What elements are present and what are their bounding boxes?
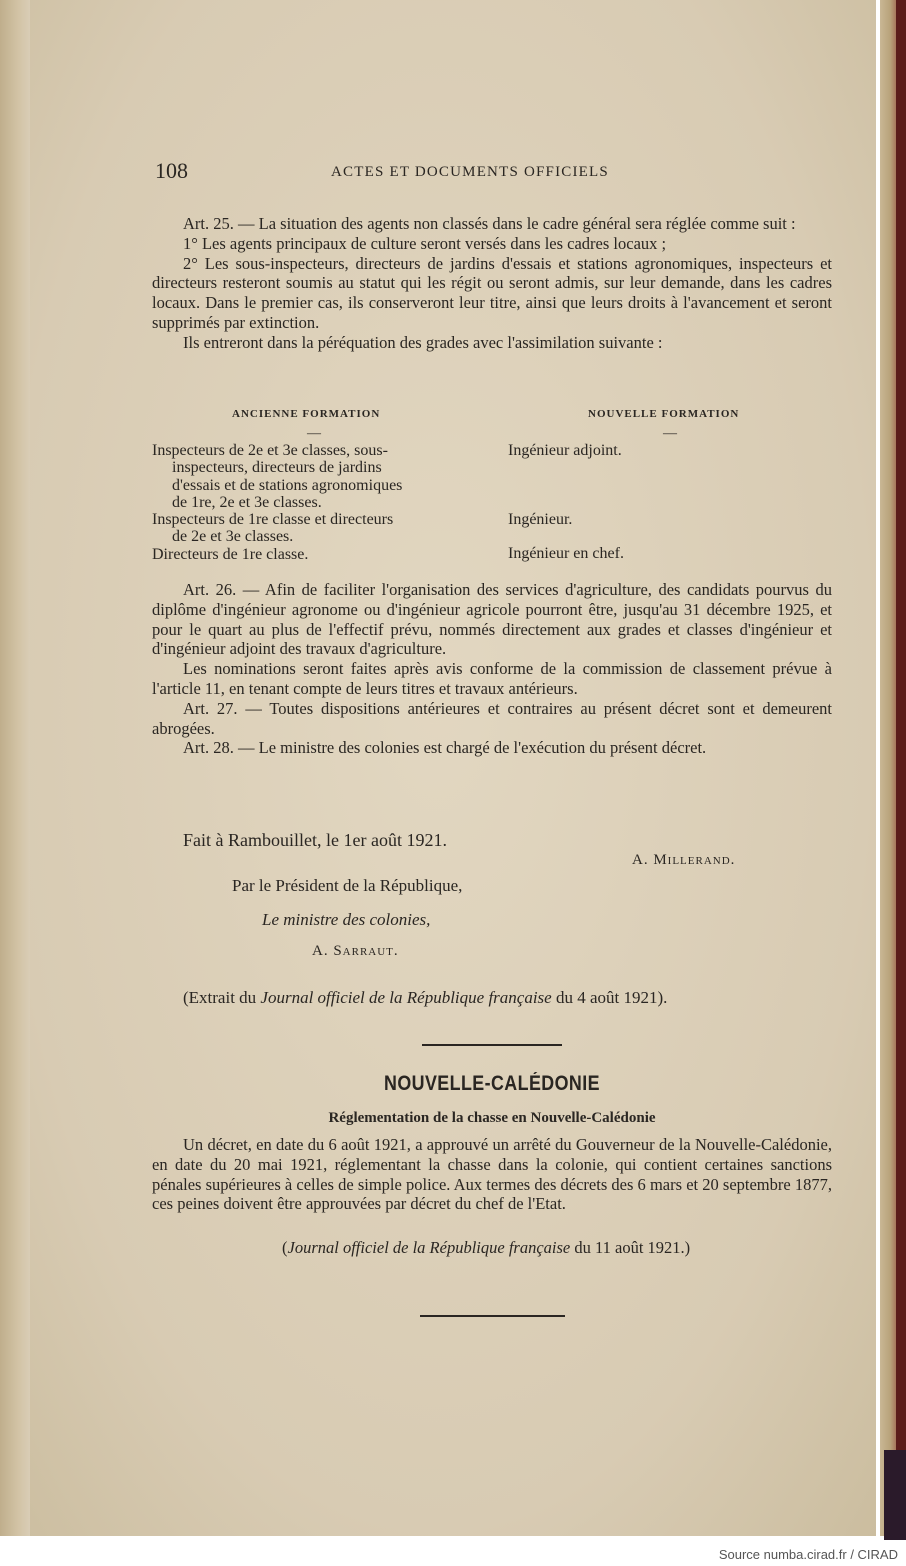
table-header-nouvelle: NOUVELLE FORMATION (588, 408, 740, 420)
art26-p1: Art. 26. — Afin de faciliter l'organisation des services d'agriculture, des candidats pourvus du diplôme d'ingénieur agronome ou d'ingénieur agricole pourront être, jusqu'au 31 décembre 1925, et pour le quart au plus de l'effectif prévu, nommés directement aux grades et classes d'ingénieur et d'ingénieur adjoint des travaux d'agriculture. (152, 580, 832, 659)
table-header-ancienne: ANCIENNE FORMATION (232, 408, 381, 420)
table-dash-left: — (307, 426, 321, 441)
table-row-1-nouvelle: Ingénieur adjoint. (508, 442, 622, 459)
section-body (152, 1135, 832, 1214)
table-row-3-nouvelle: Ingénieur en chef. (508, 545, 624, 562)
extract-note (183, 988, 667, 1008)
section-divider-bottom (420, 1315, 565, 1317)
book-cover-edge (896, 0, 906, 1536)
art26-p2: Les nominations seront faites après avis conforme de la commission de classement prévue à l'article 11, en tenant compte de leurs titres et travaux antérieurs. (152, 659, 832, 698)
art25-item1: 1° Les agents principaux de culture seront versés dans les cadres locaux ; (183, 233, 667, 253)
section-divider-top (422, 1044, 562, 1046)
article-25 (152, 214, 832, 353)
art28: Art. 28. — Le ministre des colonies est chargé de l'exécution du présent décret. (183, 738, 707, 758)
binding-edge (0, 0, 30, 1536)
articles-26-28 (152, 580, 832, 758)
table-row-2-line-1: Inspecteurs de 1re classe et directeurs (152, 511, 394, 529)
section-source (282, 1238, 690, 1258)
place-date: Fait à Rambouillet, le 1er août 1921. (183, 830, 447, 850)
source-open: ( (282, 1238, 288, 1257)
art25-intro: Art. 25. — La situation des agents non classés dans le cadre général sera réglée comme suit : (183, 214, 796, 233)
extract-prefix: (Extrait du (183, 988, 261, 1007)
table-row-3-line-1: Directeurs de 1re classe. (152, 545, 309, 563)
table-row-1-line-4: de 1re, 2e et 3e classes. (172, 493, 322, 511)
signer-millerand: A. Millerand. (632, 852, 736, 868)
table-row-1-line-3: d'essais et de stations agronomiques (172, 476, 403, 494)
table-row-1-line-1: Inspecteurs de 2e et 3e classes, sous- (152, 442, 388, 459)
table-row-1-line-2: inspecteurs, directeurs de jardins (172, 459, 382, 477)
image-credit: Source numba.cirad.fr / CIRAD (718, 1547, 898, 1562)
table-row-2-nouvelle: Ingénieur. (508, 511, 573, 528)
art25-item2: 2° Les sous-inspecteurs, directeurs de jardins d'essais et stations agronomiques, inspecteurs et directeurs resteront soumis au statut qui les régit ou seront admis, sur leur demande, dans les cadres locaux. Dans le premier cas, ils conserveront leur titre, ainsi que leurs droits à l'avancement et seront supprimés par extinction. (152, 253, 832, 332)
table-dash-right: — (663, 426, 677, 441)
source-suffix: du 11 août 1921.) (570, 1238, 691, 1257)
table-row-2-line-2: de 2e et 3e classes. (172, 528, 294, 546)
book-cover-corner (884, 1450, 906, 1540)
page-header (155, 158, 835, 188)
running-head: ACTES ET DOCUMENTS OFFICIELS (331, 164, 609, 180)
source-journal: Journal officiel de la République française (287, 1238, 571, 1257)
signer-sarraut: A. Sarraut. (312, 943, 399, 959)
page-number: 108 (155, 158, 188, 183)
by-president: Par le Président de la République, (232, 876, 463, 895)
art27: Art. 27. — Toutes dispositions antérieures et contraires au présent décret sont et demeurent abrogées. (152, 698, 832, 738)
table-ancienne-column (152, 442, 482, 563)
extract-suffix: du 4 août 1921). (551, 988, 668, 1007)
section-subtitle: Réglementation de la chasse en Nouvelle-Calédonie (328, 1110, 656, 1126)
section-title: NOUVELLE-CALÉDONIE (384, 1072, 600, 1095)
extract-journal: Journal officiel de la République française (260, 988, 552, 1007)
art25-closing: Ils entreront dans la péréquation des grades avec l'assimilation suivante : (183, 332, 663, 352)
section-body-text: Un décret, en date du 6 août 1921, a approuvé un arrêté du Gouverneur de la Nouvelle-Calédonie, en date du 20 mai 1921, réglementant la chasse dans la colonie, qui contient certaines sanctions pénales supérieures à celles de simple police. Aux termes des décrets des 6 mars et 20 septembre 1877, ces peines doivent être approuvées par décret du chef de l'Etat. (152, 1135, 832, 1214)
minister-title: Le ministre des colonies, (262, 910, 431, 929)
